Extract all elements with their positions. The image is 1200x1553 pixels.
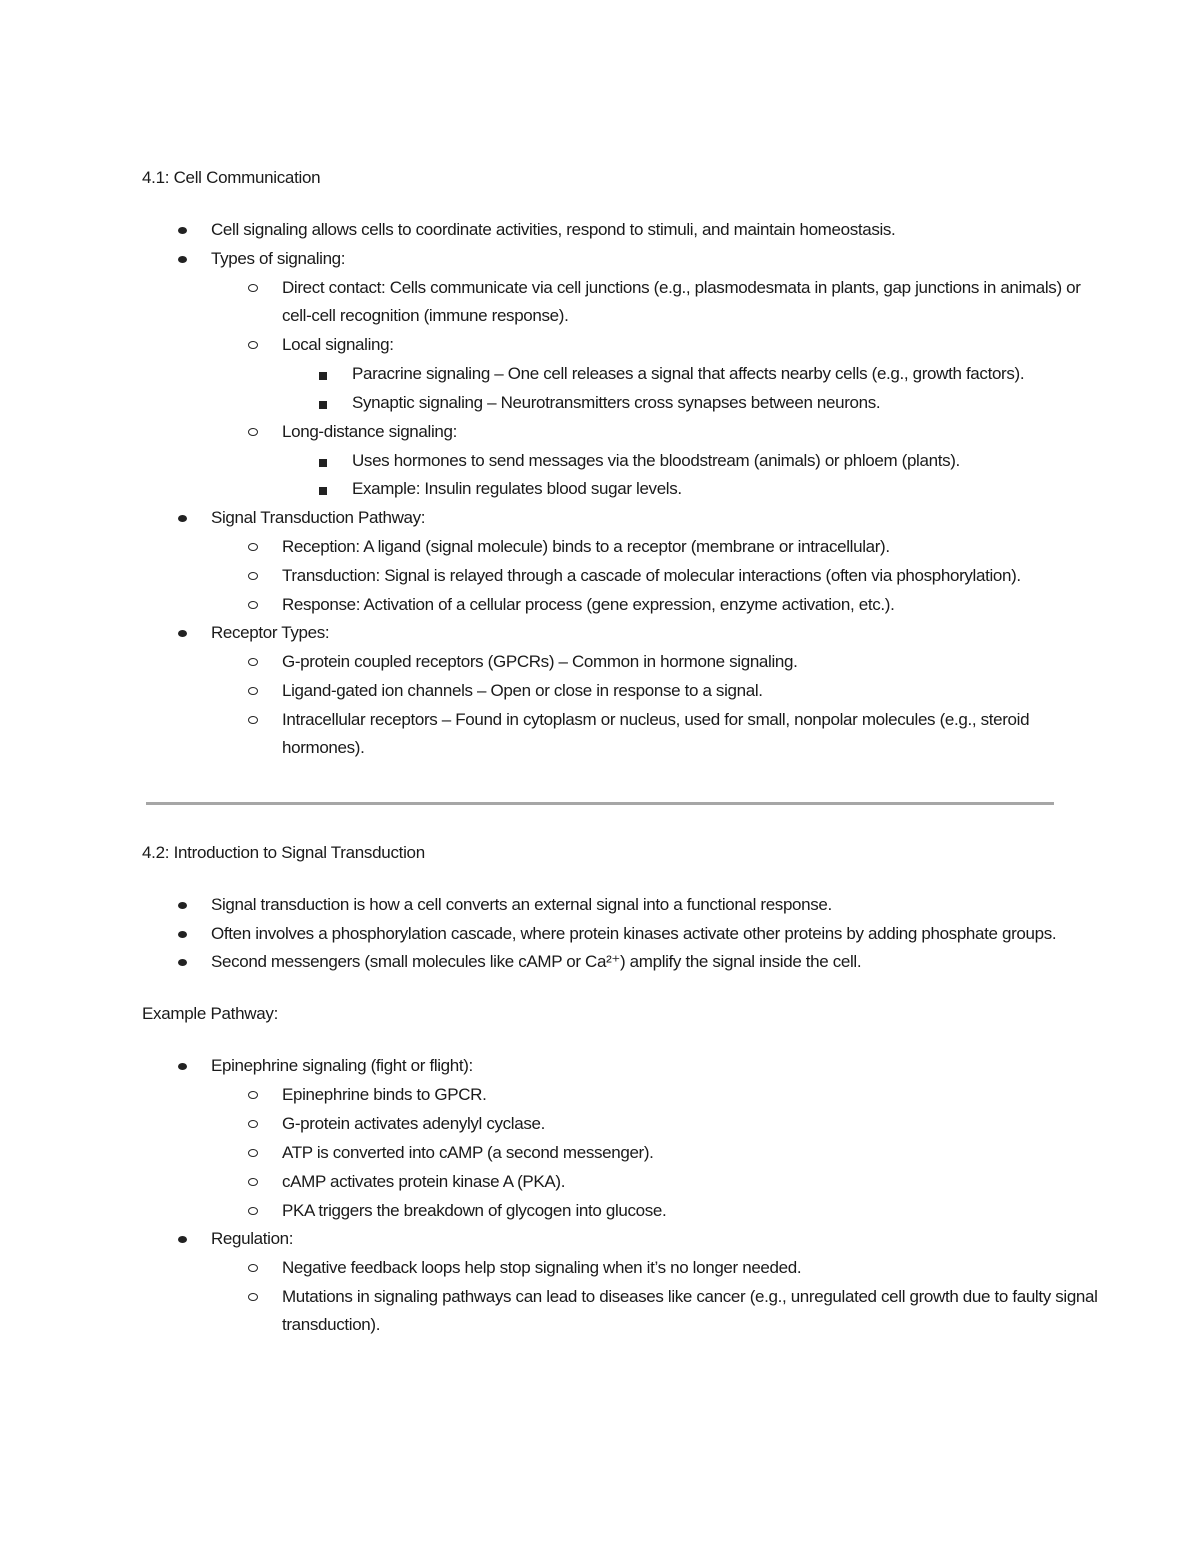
bullet-circle	[248, 428, 258, 436]
list-item: Signal Transduction Pathway:	[211, 508, 426, 527]
list-item-continuation: hormones).	[282, 738, 365, 757]
list-item: Negative feedback loops help stop signaling when it’s no longer needed.	[282, 1258, 802, 1277]
list-item: Paracrine signaling – One cell releases a signal that affects nearby cells (e.g., growth factors).	[352, 364, 1025, 383]
list-item: Mutations in signaling pathways can lead to diseases like cancer (e.g., unregulated cell growth due to faulty signal	[282, 1287, 1098, 1306]
list-item: Long-distance signaling:	[282, 422, 457, 441]
bullet-square	[319, 459, 327, 467]
list-item: G-protein activates adenylyl cyclase.	[282, 1114, 545, 1133]
horizontal-rule	[146, 802, 1054, 805]
bullet-circle	[248, 284, 258, 292]
list-item: G-protein coupled receptors (GPCRs) – Common in hormone signaling.	[282, 652, 798, 671]
list-item: Epinephrine signaling (fight or flight):	[211, 1056, 473, 1075]
bullet-circle	[248, 1120, 258, 1128]
list-item: Receptor Types:	[211, 623, 330, 642]
list-item: Regulation:	[211, 1229, 294, 1248]
bullet-circle	[248, 1264, 258, 1272]
example-pathway-heading: Example Pathway:	[142, 1004, 278, 1023]
bullet-disc	[178, 256, 187, 263]
list-item: Often involves a phosphorylation cascade, where protein kinases activate other proteins by adding phosphate groups.	[211, 924, 1057, 943]
bullet-circle	[248, 341, 258, 349]
bullet-square	[319, 487, 327, 495]
bullet-circle	[248, 1293, 258, 1301]
bullet-disc	[178, 1063, 187, 1070]
list-item: Example: Insulin regulates blood sugar levels.	[352, 479, 682, 498]
bullet-disc	[178, 630, 187, 637]
list-item: Second messengers (small molecules like cAMP or Ca²⁺) amplify the signal inside the cell.	[211, 952, 862, 971]
list-item: PKA triggers the breakdown of glycogen into glucose.	[282, 1201, 667, 1220]
list-item: Uses hormones to send messages via the bloodstream (animals) or phloem (plants).	[352, 451, 960, 470]
list-item: Types of signaling:	[211, 249, 346, 268]
bullet-circle	[248, 543, 258, 551]
bullet-square	[319, 401, 327, 409]
bullet-disc	[178, 902, 187, 909]
list-item: Intracellular receptors – Found in cytoplasm or nucleus, used for small, nonpolar molecules (e.g., steroid	[282, 710, 1030, 729]
list-item: ATP is converted into cAMP (a second messenger).	[282, 1143, 654, 1162]
list-item: Local signaling:	[282, 335, 394, 354]
list-item: Transduction: Signal is relayed through a cascade of molecular interactions (often via phosphorylation).	[282, 566, 1021, 585]
list-item: Reception: A ligand (signal molecule) binds to a receptor (membrane or intracellular).	[282, 537, 890, 556]
bullet-circle	[248, 601, 258, 609]
list-item: Direct contact: Cells communicate via cell junctions (e.g., plasmodesmata in plants, gap junctions in animals) or	[282, 278, 1081, 297]
bullet-circle	[248, 1207, 258, 1215]
bullet-disc	[178, 515, 187, 522]
list-item: Response: Activation of a cellular process (gene expression, enzyme activation, etc.).	[282, 595, 895, 614]
bullet-circle	[248, 1149, 258, 1157]
bullet-disc	[178, 931, 187, 938]
bullet-disc	[178, 1236, 187, 1243]
bullet-circle	[248, 1178, 258, 1186]
list-item: Signal transduction is how a cell converts an external signal into a functional response.	[211, 895, 832, 914]
bullet-circle	[248, 687, 258, 695]
section-heading-4-1: 4.1: Cell Communication	[142, 168, 321, 187]
bullet-disc	[178, 227, 187, 234]
list-item: cAMP activates protein kinase A (PKA).	[282, 1172, 566, 1191]
bullet-circle	[248, 1091, 258, 1099]
bullet-circle	[248, 716, 258, 724]
list-item: Synaptic signaling – Neurotransmitters cross synapses between neurons.	[352, 393, 881, 412]
bullet-circle	[248, 572, 258, 580]
list-item: Cell signaling allows cells to coordinate activities, respond to stimuli, and maintain homeostasis.	[211, 220, 896, 239]
list-item-continuation: transduction).	[282, 1315, 381, 1334]
list-item: Epinephrine binds to GPCR.	[282, 1085, 487, 1104]
list-item: Ligand-gated ion channels – Open or close in response to a signal.	[282, 681, 763, 700]
list-item-continuation: cell-cell recognition (immune response).	[282, 306, 569, 325]
section-heading-4-2: 4.2: Introduction to Signal Transduction	[142, 843, 425, 862]
bullet-square	[319, 372, 327, 380]
bullet-circle	[248, 658, 258, 666]
bullet-disc	[178, 959, 187, 966]
